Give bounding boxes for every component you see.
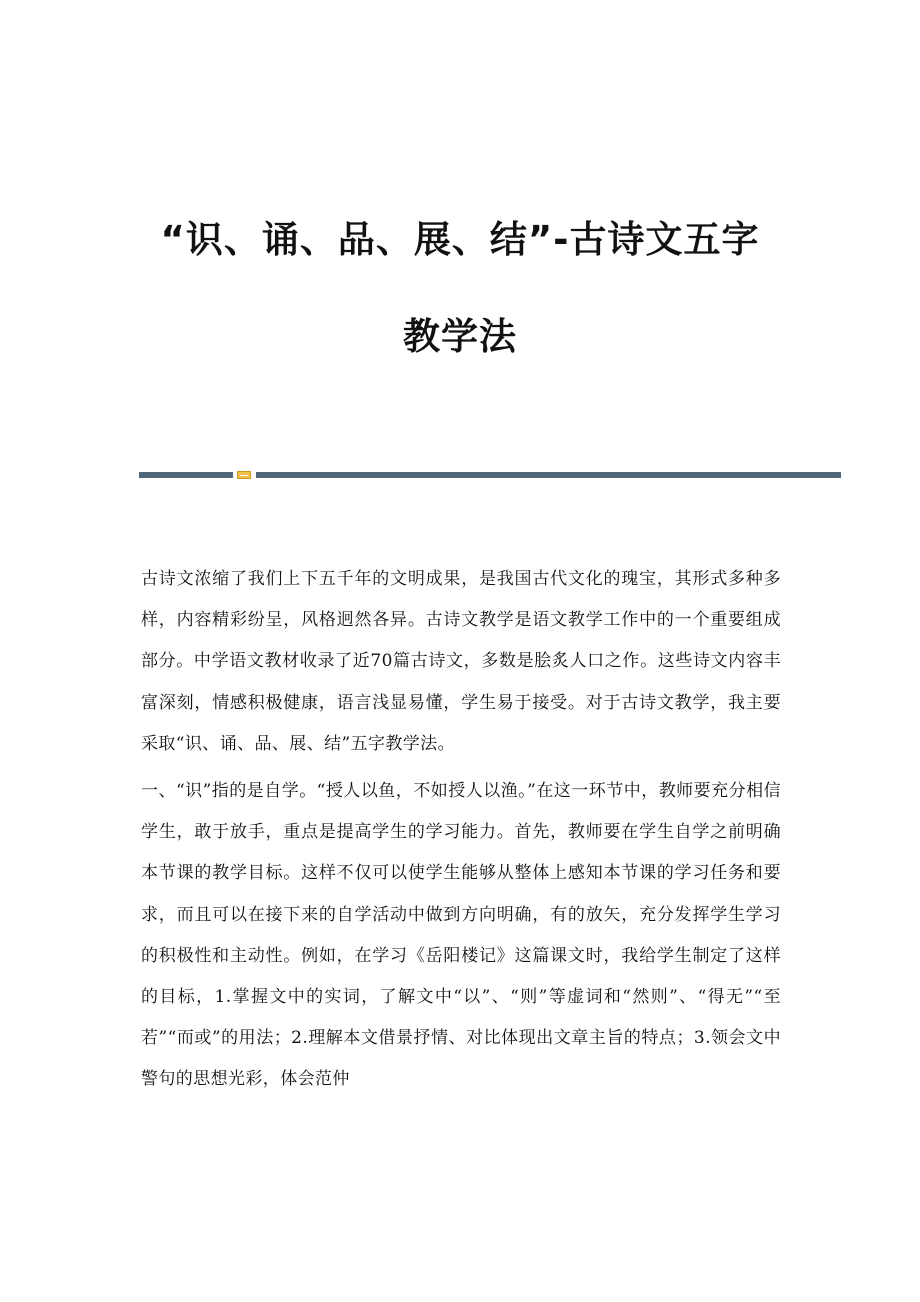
paragraph-intro: 古诗文浓缩了我们上下五千年的文明成果，是我国古代文化的瑰宝，其形式多种多样，内容精彩纷呈，风格迥然各异。古诗文教学是语文教学工作中的一个重要组成部分。中学语文教材收录了近70篇古诗文，多数是脍炙人口之作。这些诗文内容丰富深刻，情感积极健康，语言浅显易懂，学生易于接受。对于古诗文教学，我主要采取“识、诵、品、展、结”五字教学法。 (141, 569, 781, 754)
divider-ornament-icon (237, 471, 251, 479)
page-title-line-2: 教学法 (403, 315, 517, 358)
document-body (141, 559, 781, 1101)
divider-bar-left (139, 472, 233, 478)
page-title-line-1: “识、诵、品、展、结”-古诗文五字 (160, 218, 760, 261)
divider-bar-right (256, 472, 841, 478)
paragraph-section-1: 一、“识”指的是自学。“授人以鱼，不如授人以渔。”在这一环节中，教师要充分相信学生，敢于放手，重点是提高学生的学习能力。首先，教师要在学生自学之前明确本节课的教学目标。这样不仅可以使学生能够从整体上感知本节课的学习任务和要求，而且可以在接下来的自学活动中做到方向明确，有的放矢，充分发挥学生学习的积极性和主动性。例如，在学习《岳阳楼记》这篇课文时，我给学生制定了这样的目标，1.掌握文中的实词，了解文中“以”、“则”等虚词和“然则”、“得无”“至若”“而或”的用法；2.理解本文借景抒情、对比体现出文章主旨的特点；3.领会文中警句的思想光彩，体会范仲 (141, 781, 781, 1090)
title-divider (139, 471, 841, 479)
